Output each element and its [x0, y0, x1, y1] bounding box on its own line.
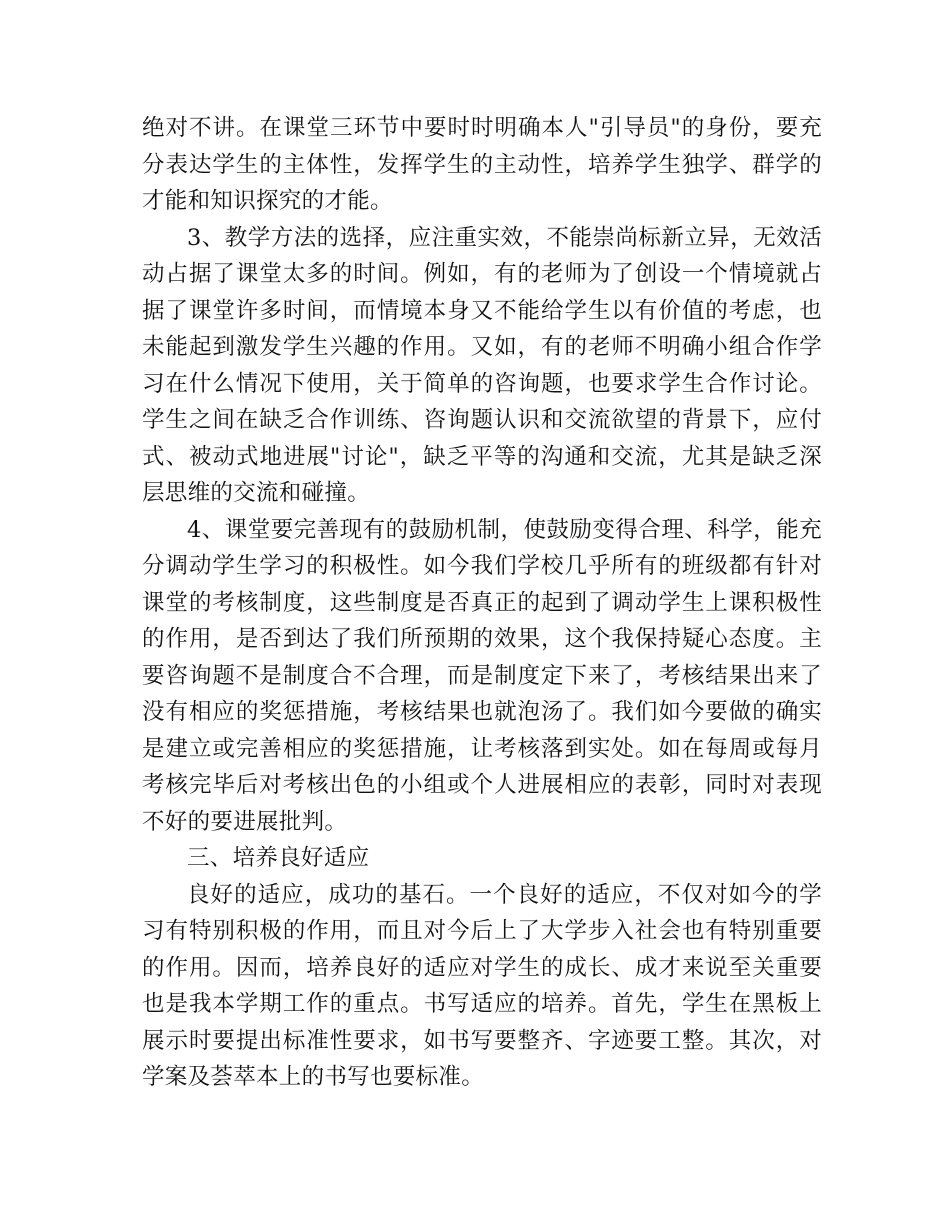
paragraph-continuation: 绝对不讲。在课堂三环节中要时时明确本人"引导员"的身份，要充分表达学生的主体性，发挥学生的主动性，培养学生独学、群学的才能和知识探究的才能。	[142, 115, 822, 214]
paragraph-section-3: 良好的适应，成功的基石。一个良好的适应，不仅对如今的学习有特别积极的作用，而且对今后上了大学步入社会也有特别重要的作用。因而，培养良好的适应对学生的成长、成才来说至关重要也是我本学期工作的重点。书写适应的培养。首先，学生在黑板上展示时要提出标准性要求，如书写要整齐、字迹要工整。其次，对学案及荟萃本上的书写也要标准。	[142, 881, 822, 1090]
section-heading: 三、培养良好适应	[187, 845, 370, 871]
document-body	[142, 110, 822, 1096]
paragraph-item-4: 4、课堂要完善现有的鼓励机制，使鼓励变得合理、科学，能充分调动学生学习的积极性。如今我们学校几乎所有的班级都有针对课堂的考核制度，这些制度是否真正的起到了调动学生上课积极性的作用，是否到达了我们所预期的效果，这个我保持疑心态度。主要咨询题不是制度合不合理，而是制度定下来了，考核结果出来了没有相应的奖惩措施，考核结果也就泡汤了。我们如今要做的确实是建立或完善相应的奖惩措施，让考核落到实处。如在每周或每月考核完毕后对考核出色的小组或个人进展相应的表彰，同时对表现不好的要进展批判。	[142, 516, 822, 835]
paragraph-item-3: 3、教学方法的选择，应注重实效，不能崇尚标新立异，无效活动占据了课堂太多的时间。例如，有的老师为了创设一个情境就占据了课堂许多时间，而情境本身又不能给学生以有价值的考虑，也未能起到激发学生兴趣的作用。又如，有的老师不明确小组合作学习在什么情况下使用，关于简单的咨询题，也要求学生合作讨论。学生之间在缺乏合作训练、咨询题认识和交流欲望的背景下，应付式、被动式地进展"讨论"，缺乏平等的沟通和交流，尤其是缺乏深层思维的交流和碰撞。	[142, 224, 822, 506]
